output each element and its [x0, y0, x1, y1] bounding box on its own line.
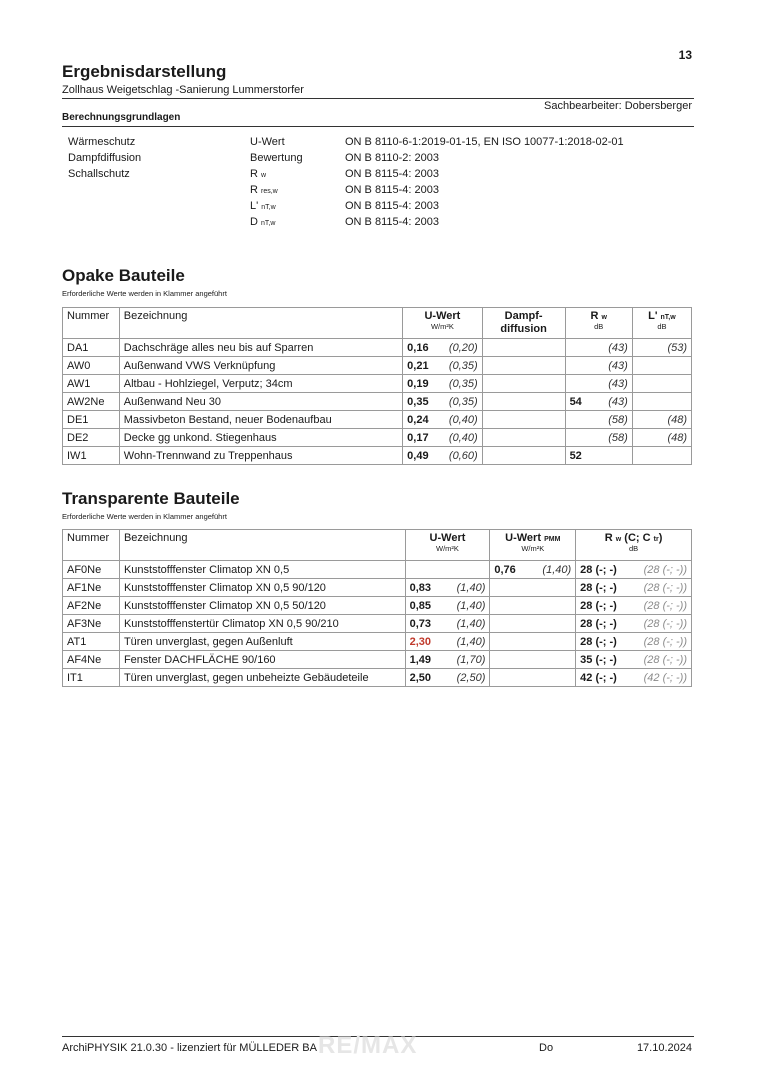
rw-value: 28 (-; -) — [576, 633, 632, 651]
basis-standard: ON B 8115-4: 2003 — [345, 200, 439, 212]
col-header-number: Nummer — [63, 308, 120, 339]
component-number: IW1 — [63, 447, 120, 465]
u-value-required: (2,50) — [445, 669, 490, 687]
u-value-required: (0,40) — [442, 429, 482, 447]
basis-standard: ON B 8110-2: 2003 — [345, 152, 439, 164]
u-value: 2,30 — [405, 633, 445, 651]
page-number: 13 — [678, 48, 692, 62]
u-value: 0,24 — [403, 411, 443, 429]
vapor-diffusion — [482, 447, 565, 465]
table-row — [63, 579, 692, 597]
table-row — [63, 633, 692, 651]
component-number: AF0Ne — [63, 561, 120, 579]
component-number: AW2Ne — [63, 393, 120, 411]
u-value-required: (1,40) — [445, 579, 490, 597]
vapor-diffusion — [482, 429, 565, 447]
rw-required — [593, 447, 633, 465]
basis-quantity: U-Wert — [250, 136, 285, 148]
component-number: IT1 — [63, 669, 120, 687]
u-value-required: (0,35) — [442, 357, 482, 375]
component-name: Kunststofffenster Climatop XN 0,5 90/120 — [119, 579, 405, 597]
u-pmm-value — [490, 669, 530, 687]
u-value-required: (1,40) — [445, 633, 490, 651]
u-value: 0,73 — [405, 615, 445, 633]
rw-value: 54 — [565, 393, 593, 411]
table-row — [63, 651, 692, 669]
opaque-table — [62, 307, 692, 465]
table-row — [63, 669, 692, 687]
component-name: Decke gg unkond. Stiegenhaus — [119, 429, 402, 447]
component-name: Fenster DACHFLÄCHE 90/160 — [119, 651, 405, 669]
basis-quantity: L' nT,w — [250, 200, 276, 212]
basis-standard: ON B 8115-4: 2003 — [345, 168, 439, 180]
basis-heading: Berechnungsgrundlagen — [62, 112, 181, 123]
opaque-note: Erforderliche Werte werden in Klammer angeführt — [62, 289, 227, 298]
clerk-label: Sachbearbeiter: Dobersberger — [544, 100, 692, 112]
u-pmm-value — [490, 651, 530, 669]
col-header-name: Bezeichnung — [119, 308, 402, 339]
opaque-heading: Opake Bauteile — [62, 266, 185, 285]
component-number: AW1 — [63, 375, 120, 393]
vapor-diffusion — [482, 411, 565, 429]
component-name: Massivbeton Bestand, neuer Bodenaufbau — [119, 411, 402, 429]
component-name: Außenwand VWS Verknüpfung — [119, 357, 402, 375]
u-value: 0,16 — [403, 339, 443, 357]
basis-quantity: R w — [250, 168, 267, 180]
basis-quantity: R res,w — [250, 184, 278, 196]
component-name: Türen unverglast, gegen unbeheizte Gebäudeteile — [119, 669, 405, 687]
footer-software: ArchiPHYSIK 21.0.30 - lizenziert für MÜLLEDER BA — [62, 1042, 317, 1054]
basis-category: Schallschutz — [68, 168, 130, 180]
u-value: 0,17 — [403, 429, 443, 447]
basis-standard: ON B 8110-6-1:2019-01-15, EN ISO 10077-1:2018-02-01 — [345, 136, 624, 148]
basis-row — [68, 168, 694, 184]
component-name: Kunststofffenster Climatop XN 0,5 50/120 — [119, 597, 405, 615]
table-row — [63, 411, 692, 429]
rw-required: (43) — [593, 339, 633, 357]
u-value-required: (0,20) — [442, 339, 482, 357]
u-pmm-value — [490, 579, 530, 597]
vapor-diffusion — [482, 339, 565, 357]
u-pmm-required — [530, 597, 576, 615]
u-value-required: (1,40) — [445, 597, 490, 615]
component-number: DE2 — [63, 429, 120, 447]
project-subtitle: Zollhaus Weigetschlag -Sanierung Lummerstorfer — [62, 84, 304, 96]
vapor-diffusion — [482, 357, 565, 375]
rw-required: (28 (-; -)) — [632, 651, 692, 669]
rw-value: 42 (-; -) — [576, 669, 632, 687]
u-pmm-required — [530, 579, 576, 597]
component-name: Kunststofffenstertür Climatop XN 0,5 90/210 — [119, 615, 405, 633]
u-value-required: (0,40) — [442, 411, 482, 429]
u-value: 0,21 — [403, 357, 443, 375]
u-value: 0,83 — [405, 579, 445, 597]
component-name: Kunststofffenster Climatop XN 0,5 — [119, 561, 405, 579]
table-row — [63, 393, 692, 411]
component-number: DA1 — [63, 339, 120, 357]
rw-value: 52 — [565, 447, 593, 465]
transparent-heading: Transparente Bauteile — [62, 489, 240, 508]
u-pmm-required — [530, 633, 576, 651]
col-header-rw-c-ctr: R w (C; C tr) dB — [576, 530, 692, 561]
basis-standard: ON B 8115-4: 2003 — [345, 184, 439, 196]
u-value: 1,49 — [405, 651, 445, 669]
rw-value: 28 (-; -) — [576, 615, 632, 633]
rw-required: (28 (-; -)) — [632, 561, 692, 579]
u-value: 0,35 — [403, 393, 443, 411]
u-value: 2,50 — [405, 669, 445, 687]
basis-list — [68, 136, 694, 232]
footer-date: 17.10.2024 — [636, 1042, 692, 1054]
u-value-required: (0,35) — [442, 375, 482, 393]
u-value-required: (1,70) — [445, 651, 490, 669]
component-number: AF4Ne — [63, 651, 120, 669]
component-number: AF3Ne — [63, 615, 120, 633]
table-row — [63, 429, 692, 447]
ln-required — [632, 447, 691, 465]
component-name: Dachschräge alles neu bis auf Sparren — [119, 339, 402, 357]
table-row — [63, 561, 692, 579]
rw-value — [565, 375, 593, 393]
rw-required: (42 (-; -)) — [632, 669, 692, 687]
table-row — [63, 597, 692, 615]
basis-standard: ON B 8115-4: 2003 — [345, 216, 439, 228]
basis-category: Wärmeschutz — [68, 136, 136, 148]
transparent-table — [62, 529, 692, 687]
table-row — [63, 375, 692, 393]
page-title: Ergebnisdarstellung — [62, 62, 227, 81]
component-number: AF1Ne — [63, 579, 120, 597]
ln-required — [632, 393, 691, 411]
col-header-u-value: U-Wert W/m²K — [403, 308, 483, 339]
table-row — [63, 357, 692, 375]
header-rule — [62, 98, 694, 99]
component-name: Wohn-Trennwand zu Treppenhaus — [119, 447, 402, 465]
ln-required — [632, 357, 691, 375]
u-value: 0,49 — [403, 447, 443, 465]
rw-required: (43) — [593, 393, 633, 411]
rw-required: (28 (-; -)) — [632, 597, 692, 615]
col-header-u-pmm: U-Wert PMM W/m²K — [490, 530, 576, 561]
component-name: Altbau - Hohlziegel, Verputz; 34cm — [119, 375, 402, 393]
transparent-note: Erforderliche Werte werden in Klammer angeführt — [62, 512, 227, 521]
table-row — [63, 339, 692, 357]
rw-value — [565, 357, 593, 375]
vapor-diffusion — [482, 375, 565, 393]
rw-value — [565, 339, 593, 357]
rw-required: (43) — [593, 357, 633, 375]
basis-row — [68, 152, 694, 168]
component-number: DE1 — [63, 411, 120, 429]
rw-required: (58) — [593, 411, 633, 429]
u-value-required: (1,40) — [445, 615, 490, 633]
ln-required: (48) — [632, 411, 691, 429]
rw-value: 28 (-; -) — [576, 579, 632, 597]
col-header-vapor: Dampf-diffusion — [482, 308, 565, 339]
remax-watermark: RE/MAX — [318, 1032, 418, 1059]
vapor-diffusion — [482, 393, 565, 411]
ln-required: (48) — [632, 429, 691, 447]
u-pmm-required — [530, 615, 576, 633]
col-header-number: Nummer — [63, 530, 120, 561]
ln-required: (53) — [632, 339, 691, 357]
u-pmm-required — [530, 669, 576, 687]
col-header-u-value: U-Wert W/m²K — [405, 530, 490, 561]
rw-required: (43) — [593, 375, 633, 393]
rw-value — [565, 429, 593, 447]
u-pmm-value — [490, 633, 530, 651]
component-number: AT1 — [63, 633, 120, 651]
basis-row — [68, 216, 694, 232]
footer-day: Do — [539, 1042, 554, 1054]
rw-value: 28 (-; -) — [576, 561, 632, 579]
table-row — [63, 447, 692, 465]
rw-required: (58) — [593, 429, 633, 447]
basis-quantity: Bewertung — [250, 152, 303, 164]
rw-value — [565, 411, 593, 429]
col-header-name: Bezeichnung — [119, 530, 405, 561]
u-value — [405, 561, 445, 579]
u-pmm-value — [490, 615, 530, 633]
component-number: AW0 — [63, 357, 120, 375]
component-name: Türen unverglast, gegen Außenluft — [119, 633, 405, 651]
basis-quantity: D nT,w — [250, 216, 276, 228]
table-row — [63, 615, 692, 633]
u-value: 0,19 — [403, 375, 443, 393]
rw-required: (28 (-; -)) — [632, 615, 692, 633]
basis-row — [68, 200, 694, 216]
ln-required — [632, 375, 691, 393]
basis-row — [68, 136, 694, 152]
col-header-ln: L' nT,w dB — [632, 308, 691, 339]
u-value-required: (0,35) — [442, 393, 482, 411]
u-pmm-required — [530, 651, 576, 669]
rw-value: 35 (-; -) — [576, 651, 632, 669]
col-header-rw: R w dB — [565, 308, 632, 339]
u-value-required — [445, 561, 490, 579]
u-value-required: (0,60) — [442, 447, 482, 465]
basis-rule — [62, 126, 694, 127]
u-pmm-value: 0,76 — [490, 561, 530, 579]
rw-value: 28 (-; -) — [576, 597, 632, 615]
rw-required: (28 (-; -)) — [632, 633, 692, 651]
u-pmm-value — [490, 597, 530, 615]
component-number: AF2Ne — [63, 597, 120, 615]
basis-row — [68, 184, 694, 200]
u-value: 0,85 — [405, 597, 445, 615]
component-name: Außenwand Neu 30 — [119, 393, 402, 411]
basis-category: Dampfdiffusion — [68, 152, 142, 164]
u-pmm-required: (1,40) — [530, 561, 576, 579]
rw-required: (28 (-; -)) — [632, 579, 692, 597]
